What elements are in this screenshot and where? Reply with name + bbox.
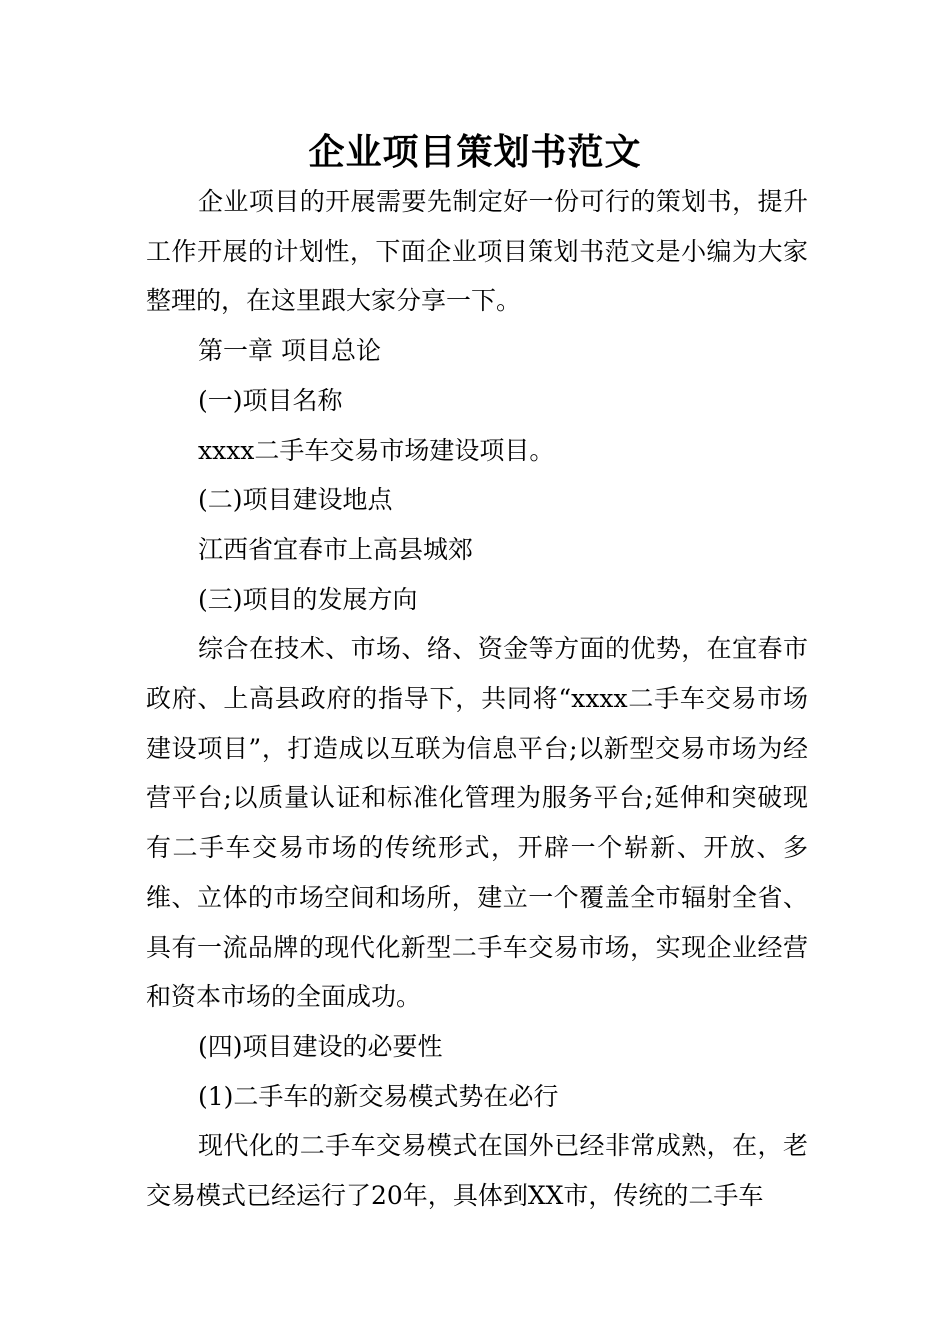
new-mode-paragraph: 现代化的二手车交易模式在国外已经非常成熟，在，老交易模式已经运行了20年，具体到XX市，传统的二手车 (146, 1131, 808, 1211)
subsection-heading-new-mode: (1)二手车的新交易模式势在必行 (198, 1081, 559, 1111)
document-title: 企业项目策划书范文 (308, 131, 642, 173)
document-body (146, 177, 808, 1221)
section-heading-project-name: (一)项目名称 (198, 385, 343, 415)
chapter-heading: 第一章 项目总论 (198, 336, 381, 366)
section-heading-necessity: (四)项目建设的必要性 (198, 1031, 443, 1061)
section-heading-location: (二)项目建设地点 (198, 485, 393, 515)
location-text: 江西省宜春市上高县城郊 (198, 534, 474, 564)
direction-paragraph: 综合在技术、市场、络、资金等方面的优势，在宜春市政府、上高县政府的指导下，共同将“xxxx二手车交易市场建设项目”，打造成以互联为信息平台;以新型交易市场为经营平台;以质量认证和标准化管理为服务平台;延伸和突破现有二手车交易市场的传统形式，开辟一个崭新、开放、多维、立体的市场空间和场所，建立一个覆盖全市辐射全省、具有一流品牌的现代化新型二手车交易市场，实现企业经营和资本市场的全面成功。 (146, 634, 808, 1012)
intro-paragraph: 企业项目的开展需要先制定好一份可行的策划书，提升工作开展的计划性，下面企业项目策划书范文是小编为大家整理的，在这里跟大家分享一下。 (146, 187, 808, 316)
project-name-text: xxxx二手车交易市场建设项目。 (198, 435, 555, 465)
section-heading-direction: (三)项目的发展方向 (198, 584, 418, 614)
